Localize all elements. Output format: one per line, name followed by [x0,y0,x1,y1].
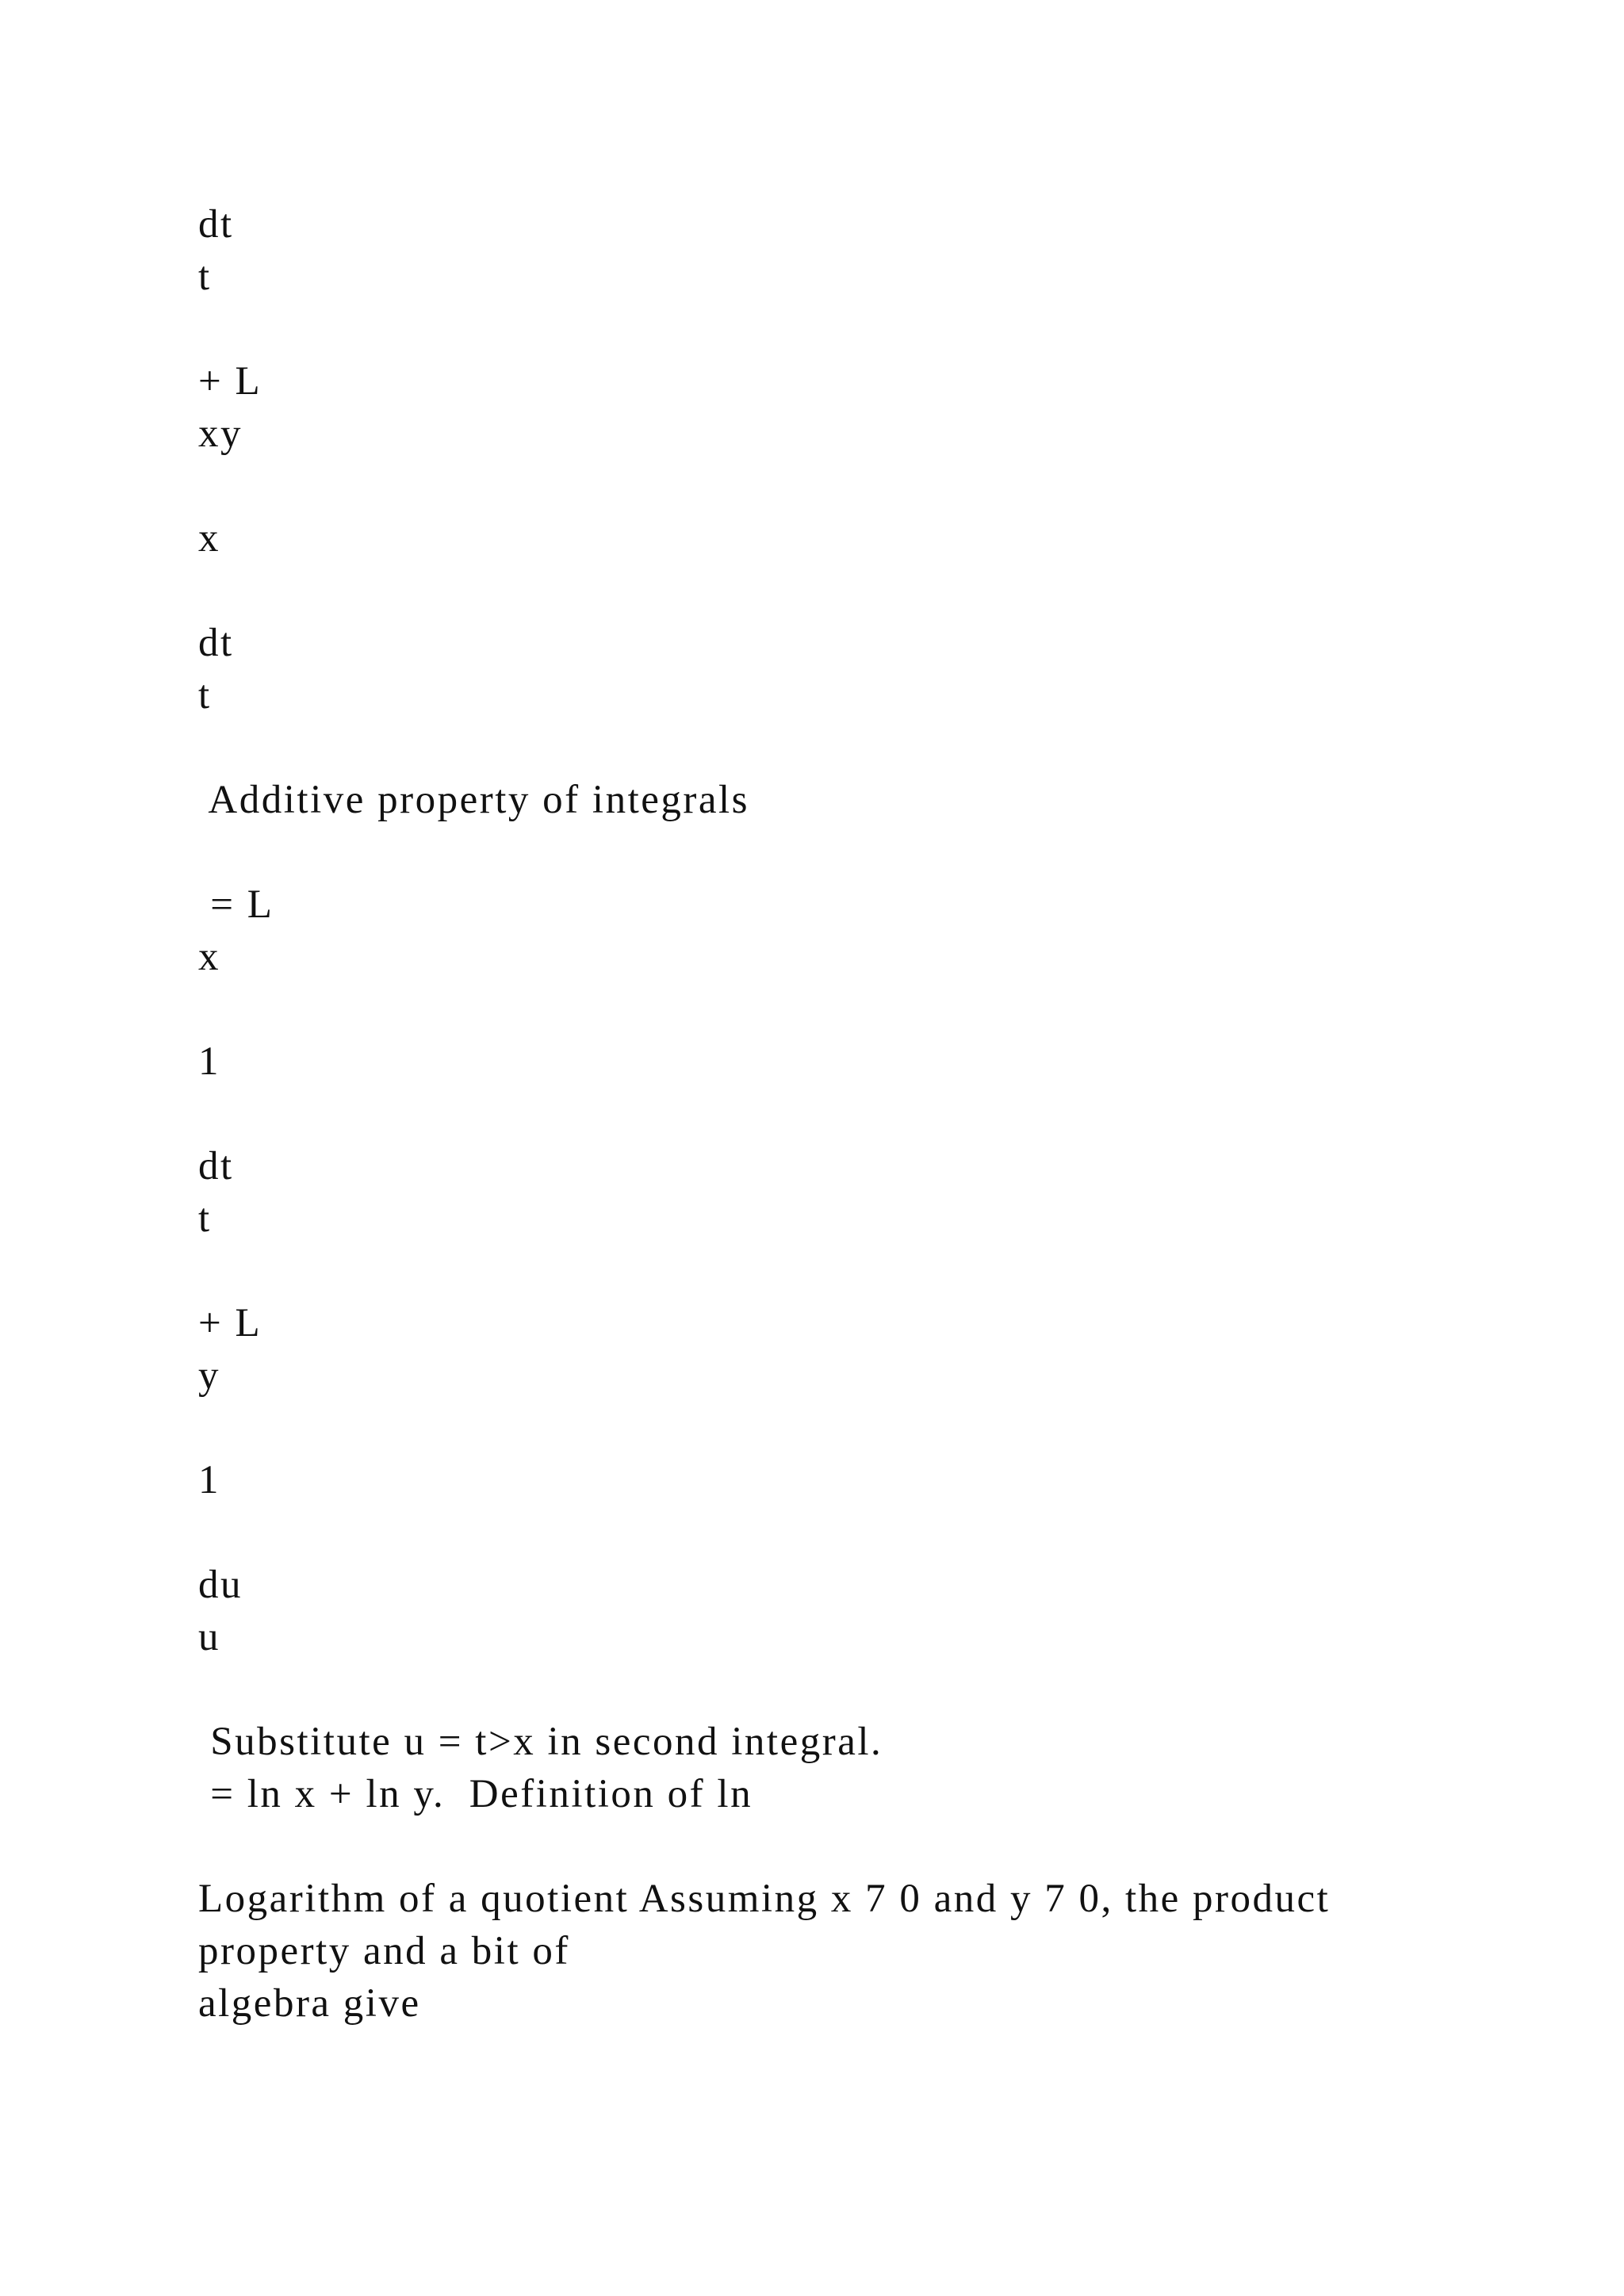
text-line: + L [198,1301,262,1345]
text-line: xy [198,411,243,456]
text-line: = L [198,882,274,927]
text-line: x [198,516,220,561]
text-line: du [198,1563,243,1607]
text-line: x [198,935,220,979]
text-line: t [198,673,212,718]
text-line: property and a bit of [198,1929,570,1973]
text-line: dt [198,1144,234,1188]
text-line: Additive property of integrals [198,778,750,822]
text-line: dt [198,202,234,247]
text-line: Substitute u = t>x in second integral. [198,1720,883,1764]
text-line: Logarithm of a quotient Assuming x 7 0 and y 7 0, the product [198,1877,1331,1921]
text-line: y [198,1353,220,1398]
text-line: 1 [198,1039,220,1084]
text-line: u [198,1615,220,1659]
text-line: + L [198,359,262,404]
text-line: 1 [198,1458,220,1502]
text-line: t [198,254,212,299]
text-line: algebra give [198,1981,421,2026]
text-line: t [198,1196,212,1241]
text-line: dt [198,621,234,665]
text-line: = ln x + ln y. Definition of ln [198,1772,753,1816]
